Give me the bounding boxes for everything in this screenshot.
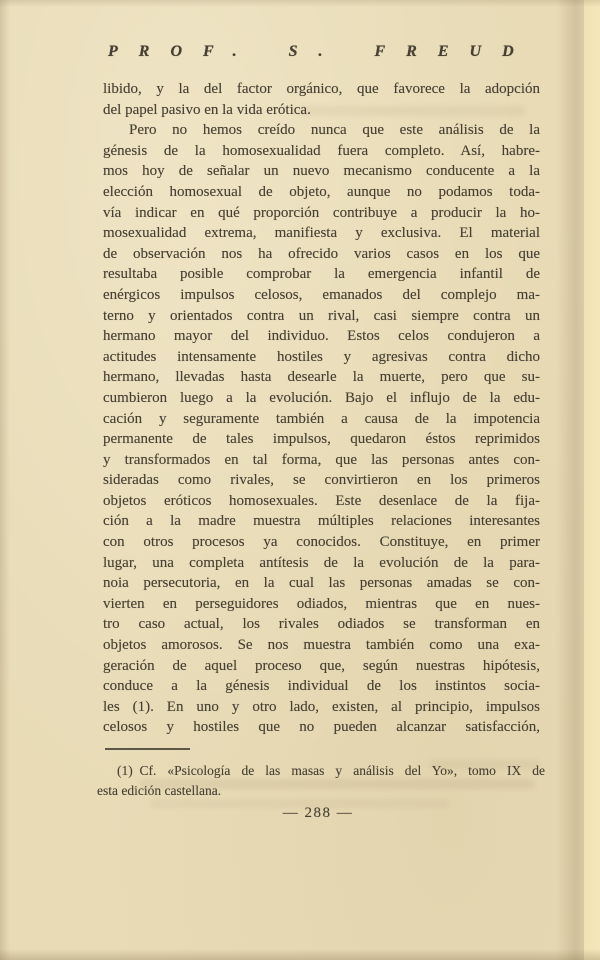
text-line: lugar, una completa antítesis de la evolución de la para-: [103, 554, 540, 571]
text-line: de observación nos ha ofrecido varios casos en los que: [103, 245, 540, 262]
text-line: les (1). En uno y otro lado, existen, al principio, impulsos: [103, 698, 540, 715]
text-line: resultaba posible comprobar la emergencia infantil de: [103, 266, 540, 283]
text-line: objetos amorosos. Se nos muestra también como una exa-: [103, 637, 540, 654]
text-line: génesis de la homosexualidad fuera completo. Así, habre-: [103, 142, 540, 159]
text-line: y transformados en tal forma, que las personas antes con-: [103, 451, 540, 468]
text-line: vía indicar en qué proporción contribuye a producir la ho-: [103, 204, 540, 221]
paper-edge-right-light: [584, 0, 600, 960]
text-line: Pero no hemos creído nunca que este análisis de la: [129, 122, 540, 139]
text-line: (1) Cf. «Psicología de las masas y análisis del Yo», tomo IX de: [117, 763, 545, 778]
text-line: con otros procesos ya conocidos. Constituye, en primer: [103, 534, 540, 551]
footnote: [97, 761, 545, 800]
paper-edge-left-shadow: [0, 0, 10, 960]
text-line: mosexualidad extrema, manifiesta y exclusiva. El material: [103, 225, 540, 242]
text-line: terno y orientados contra un rival, casi siempre contra un: [103, 307, 540, 324]
text-line: tro caso actual, los rivales odiados se transforman en: [103, 616, 540, 633]
text-line: libido, y la del factor orgánico, que favorece la adopción: [103, 81, 540, 97]
paper-edge-right-shadow: [556, 0, 584, 960]
text-line: mos hoy de señalar un nuevo mecanismo conducente a la: [103, 163, 540, 180]
paper-edge-bottom-shadow: [0, 949, 600, 960]
text-line: hermano mayor del individuo. Estos celos condujeron a: [103, 328, 540, 345]
running-header: PROF. S. FREUD: [108, 43, 535, 60]
paper-edge-top-shadow: [0, 0, 600, 7]
text-line: ción a la madre muestra múltiples relaciones interesantes: [103, 513, 540, 530]
text-line: hermano, llevadas hasta desearle la muerte, pero que su-: [103, 369, 540, 386]
text-line: cumbieron luego a la evolución. Bajo el influjo de la edu-: [103, 389, 540, 406]
text-line: objetos eróticos homosexuales. Este desenlace de la fija-: [103, 492, 540, 509]
page-number: — 288 —: [282, 805, 354, 821]
text-line: noia persecutoria, en la cual las personas amadas se con-: [103, 575, 540, 592]
footnote-rule: [105, 748, 190, 750]
text-line: cación y seguramente también a causa de la impotencia: [103, 410, 540, 427]
text-line: actitudes intensamente hostiles y agresivas contra dicho: [103, 348, 540, 365]
text-line: permanente de tales impulsos, quedaron éstos reprimidos: [103, 431, 540, 448]
text-line: geración de aquel proceso que, según nuestras hipótesis,: [103, 657, 540, 674]
body-text: [103, 79, 540, 738]
text-line: elección homosexual de objeto, aunque no podamos toda-: [103, 183, 540, 200]
text-line: del papel pasivo en la vida erótica.: [103, 101, 311, 118]
text-line: enérgicos impulsos celosos, emanados del complejo ma-: [103, 286, 540, 303]
text-line: sideradas como rivales, se convirtieron en los primeros: [103, 472, 540, 489]
text-line: esta edición castellana.: [97, 782, 222, 798]
text-line: conduce a la génesis individual de los instintos socia-: [103, 678, 540, 695]
text-line: celosos y hostiles que no pueden alcanzar satisfacción,: [103, 719, 540, 736]
text-line: vierten en perseguidores odiados, mientras que en nues-: [103, 595, 540, 612]
